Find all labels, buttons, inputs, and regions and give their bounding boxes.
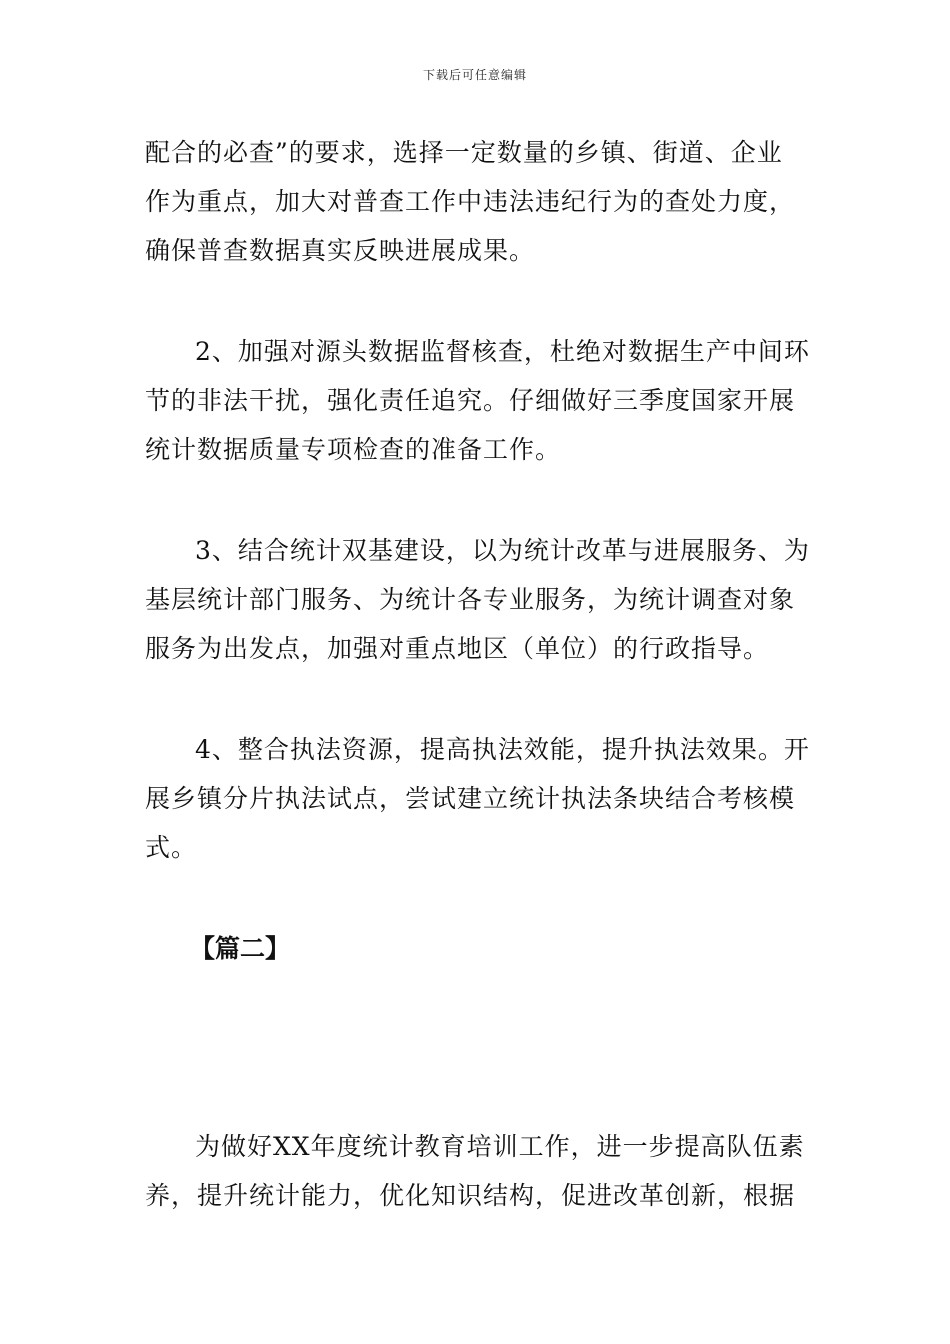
paragraph-line: 3、结合统计双基建设，以为统计改革与进展服务、为 (195, 536, 810, 565)
paragraph-4 (145, 725, 810, 872)
paragraph-line: 养，提升统计能力，优化知识结构，促进改革创新，根据 (145, 1181, 796, 1210)
paragraph-line: 基层统计部门服务、为统计各专业服务，为统计调查对象 (145, 585, 796, 614)
paragraph-line: 服务为出发点，加强对重点地区（单位）的行政指导。 (145, 634, 770, 663)
section-spacer (145, 973, 805, 1122)
paragraph-5 (145, 1122, 805, 1220)
paragraph-line: 展乡镇分片执法试点，尝试建立统计执法条块结合考核模 (145, 784, 796, 813)
paragraph-spacer (145, 673, 805, 725)
paragraph-line: 作为重点，加大对普查工作中违法违纪行为的查处力度， (145, 187, 796, 216)
paragraph-spacer (145, 872, 805, 924)
paragraph-line: 为做好XX年度统计教育培训工作，进一步提高队伍素 (195, 1132, 805, 1161)
paragraph-spacer (145, 275, 805, 327)
paragraph-2 (145, 327, 810, 474)
paragraph-1 (145, 128, 805, 275)
section-title: 【篇二】 (190, 934, 291, 963)
paragraph-line: 式。 (145, 833, 198, 862)
paragraph-line: 确保普查数据真实反映进展成果。 (145, 236, 536, 265)
document-body (145, 128, 810, 1220)
page-header-note: 下载后可任意编辑 (422, 68, 527, 82)
paragraph-line: 统计数据质量专项检查的准备工作。 (145, 435, 562, 464)
paragraph-3 (145, 526, 810, 673)
paragraph-spacer (145, 474, 805, 526)
paragraph-line: 配合的必查”的要求，选择一定数量的乡镇、街道、企业 (145, 138, 783, 167)
paragraph-line: 节的非法干扰，强化责任追究。仔细做好三季度国家开展 (145, 386, 796, 415)
paragraph-line: 2、加强对源头数据监督核查，杜绝对数据生产中间环 (195, 337, 810, 366)
paragraph-line: 4、整合执法资源，提高执法效能，提升执法效果。开 (195, 735, 810, 764)
